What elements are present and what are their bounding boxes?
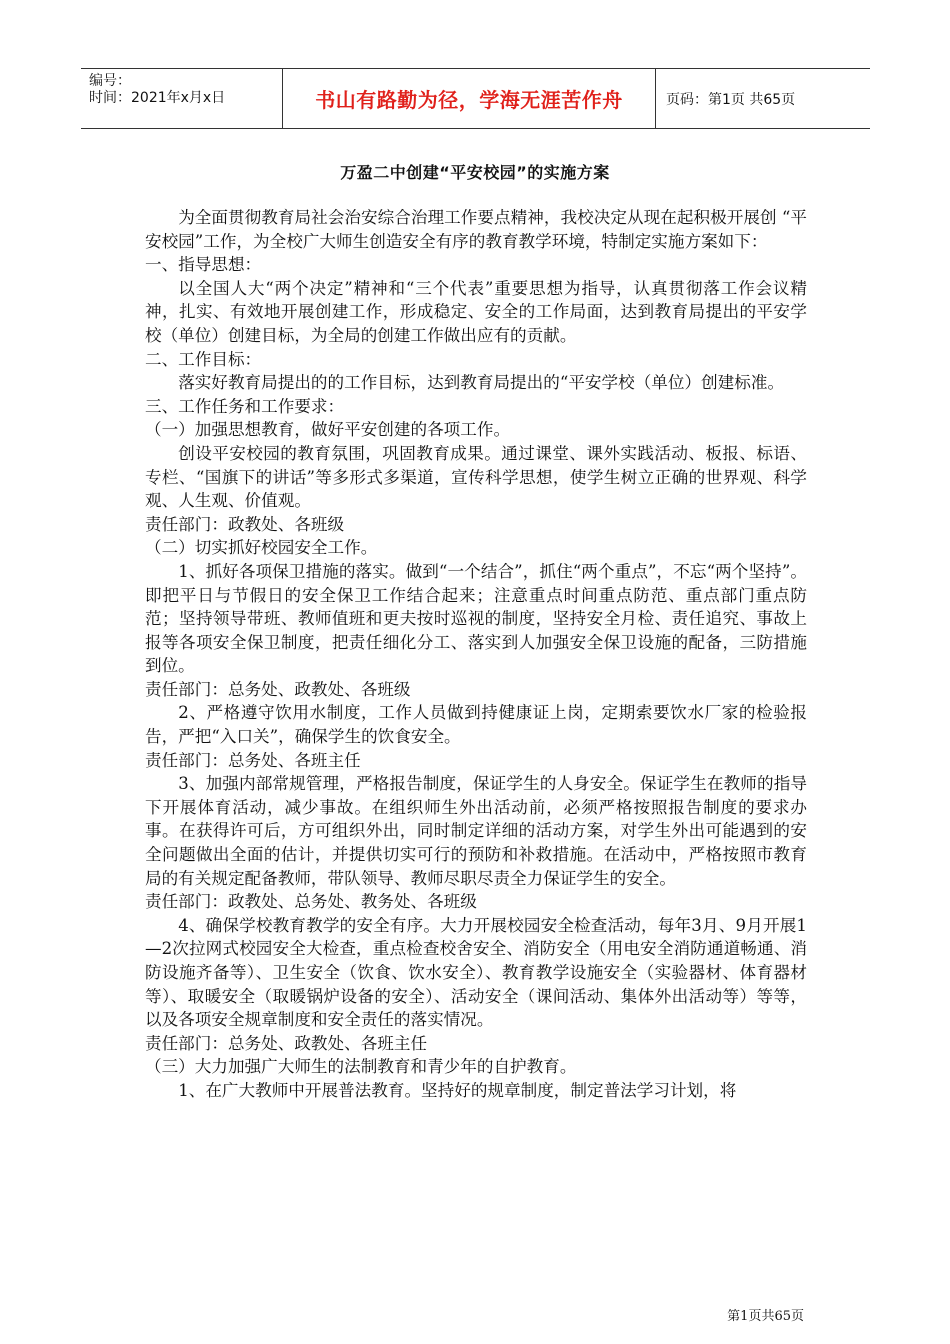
- section-heading: 一、指导思想：: [145, 255, 262, 275]
- section-heading: 二、工作目标：: [145, 349, 262, 369]
- header-page-info-cell: [656, 69, 870, 128]
- paragraph: 1、在广大教师中开展普法教育。坚持好的规章制度，制定普法学习计划，将: [178, 1080, 737, 1100]
- subsection-heading: （一）加强思想教育，做好平安创建的各项工作。: [145, 420, 511, 440]
- page-footer: 第1页共65页: [727, 1309, 804, 1324]
- paragraph-intro: 为全面贯彻教育局社会治安综合治理工作要点精神，我校决定从现在起积极开展创 “平安校园”工作，为全校广大师生创造安全有序的教育教学环境，特制定实施方案如下：: [145, 208, 807, 251]
- paragraph: 4、确保学校教育教学的安全有序。大力开展校园安全检查活动，每年3月、9月开展1—2次拉网式校园安全大检查，重点检查校舍安全、消防安全（用电安全消防通道畅通、消防设施齐备等）、卫生安全（饮食、饮水安全）、教育教学设施安全（实验器材、体育器材等）、取暖安全（取暖锅炉设备的安全）、活动安全（课间活动、集体外出活动等）等等，以及各项安全规章制度和安全责任的落实情况。: [145, 915, 807, 1030]
- responsible-department: 责任部门：政教处、总务处、教务处、各班级: [145, 892, 477, 912]
- responsible-department: 责任部门：总务处、政教处、各班主任: [145, 1033, 428, 1053]
- paragraph: 3、加强内部常规管理，严格报告制度，保证学生的人身安全。保证学生在教师的指导下开展体育活动，减少事故。在组织师生外出活动前，必须严格按照报告制度的要求办事。在获得许可后，方可组织外出，同时制定详细的活动方案，对学生外出可能遇到的安全问题做出全面的估计，并提供切实可行的预防和补救措施。在活动中，严格按照市教育局的有关规定配备教师，带队领导、教师尽职尽责全力保证学生的安全。: [145, 774, 807, 888]
- paragraph: 落实好教育局提出的的工作目标，达到教育局提出的“平安学校（单位）创建标准。: [178, 373, 785, 393]
- responsible-department: 责任部门：总务处、各班主任: [145, 750, 361, 770]
- header-meta: [81, 69, 282, 128]
- subsection-heading: （三）大力加强广大师生的法制教育和青少年的自护教育。: [145, 1057, 577, 1077]
- document-number-label: 编号：: [89, 73, 131, 89]
- paragraph: 1、抓好各项保卫措施的落实。做到“一个结合”，抓住“两个重点”，不忘“两个坚持”。即把平日与节假日的安全保卫工作结合起来；注意重点时间重点防范、重点部门重点防范；坚持领导带班、教师值班和更夫按时巡视的制度，坚持安全月检、责任追究、事故上报等各项安全保卫制度，把责任细化分工、落实到人加强安全保卫设施的配备，三防措施到位。: [145, 561, 807, 676]
- paragraph: 创设平安校园的教育氛围，巩固教育成果。通过课堂、课外实践活动、板报、标语、专栏、“国旗下的讲话”等多形式多渠道，宣传科学思想，使学生树立正确的世界观、科学观、人生观、价值观。: [145, 443, 807, 511]
- document-date: 时间：2021年x月x日: [89, 90, 226, 106]
- document-body: [145, 206, 807, 1103]
- document-title: 万盈二中创建“平安校园”的实施方案: [340, 163, 610, 182]
- responsible-department: 责任部门：总务处、政教处、各班级: [145, 679, 411, 699]
- section-heading: 三、工作任务和工作要求：: [145, 396, 345, 416]
- subsection-heading: （二）切实抓好校园安全工作。: [145, 538, 378, 558]
- paragraph: 以全国人大“两个决定”精神和“三个代表”重要思想为指导，认真贯彻落工作会议精神，扎实、有效地开展创建工作，形成稳定、安全的工作局面，达到教育局提出的平安学校（单位）创建目标，为全局的创建工作做出应有的贡献。: [145, 278, 807, 345]
- responsible-department: 责任部门：政教处、各班级: [145, 514, 345, 534]
- header-page-info: 页码：第1页 共65页: [666, 91, 796, 108]
- header-motto-cell: [282, 69, 656, 128]
- page-header: [81, 68, 870, 129]
- header-motto: 书山有路勤为径，学海无涯苦作舟: [315, 88, 623, 112]
- paragraph: 2、严格遵守饮用水制度，工作人员做到持健康证上岗，定期索要饮水厂家的检验报告，严把“入口关”，确保学生的饮食安全。: [145, 703, 807, 747]
